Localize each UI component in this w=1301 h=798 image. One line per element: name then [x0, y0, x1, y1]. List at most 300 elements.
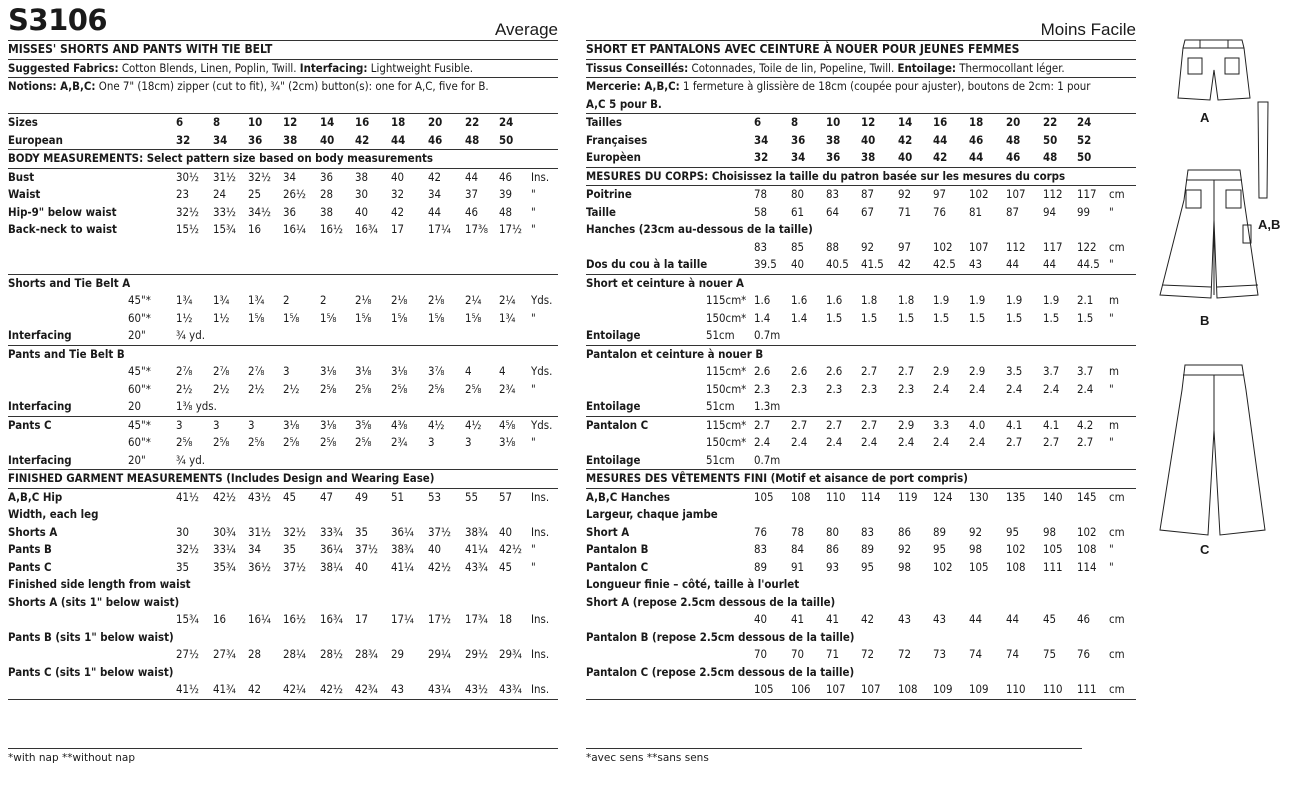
table-cell: 2⅛: [391, 293, 408, 307]
table-cell: 28¼: [283, 647, 306, 661]
table-row: [8, 132, 558, 151]
table-row: [8, 541, 558, 559]
table-cell: 45: [283, 489, 297, 504]
measurement-table: [586, 113, 1136, 700]
table-cell: 70: [791, 647, 805, 661]
table-cell: 107: [1006, 187, 1026, 201]
table-cell: 41¾: [213, 682, 236, 696]
table-cell: 28: [320, 187, 334, 201]
table-cell: 20": [128, 328, 146, 342]
table-cell: 24: [1077, 115, 1092, 129]
measurement-table: [8, 113, 558, 700]
table-cell: 12: [861, 115, 876, 129]
table-cell: m: [1109, 293, 1119, 307]
table-row: [586, 576, 1136, 594]
table-cell: 36: [791, 132, 806, 147]
table-cell: 3.7: [1043, 364, 1060, 378]
table-cell: ": [1109, 435, 1114, 449]
table-cell: 40: [754, 612, 768, 626]
table-cell: 1⅝: [355, 310, 372, 325]
table-cell: 4.1: [1043, 417, 1060, 432]
table-cell: 1.5: [1043, 310, 1060, 325]
table-cell: 2.4: [1077, 381, 1094, 396]
notions-text: One 7" (18cm) zipper (cut to fit), ¾" (2cm) button(s): one for A,C, five for B.: [98, 79, 489, 93]
row-label: Shorts A (sits 1" below waist): [8, 594, 180, 609]
table-cell: 37½: [283, 559, 306, 574]
table-cell: 55: [465, 489, 479, 504]
table-cell: 93: [826, 559, 840, 574]
table-cell: 2⅛: [355, 293, 372, 307]
header: [586, 0, 1136, 41]
table-cell: 6: [754, 115, 762, 129]
table-cell: m: [1109, 417, 1119, 432]
table-cell: 150cm*: [706, 381, 747, 396]
table-row: [8, 150, 558, 169]
table-cell: 42½: [320, 682, 343, 696]
table-cell: 31½: [213, 169, 236, 184]
table-row: [586, 398, 1136, 417]
table-cell: 51cm: [706, 399, 735, 413]
table-cell: 43¼: [428, 682, 451, 696]
table-cell: 1⅝: [283, 310, 300, 325]
table-cell: Ins.: [531, 169, 550, 184]
notions-label: Mercerie: A,B,C:: [586, 79, 680, 93]
table-cell: 32: [391, 187, 405, 201]
table-cell: 58: [754, 204, 768, 219]
table-cell: 43: [969, 257, 983, 271]
row-label: Hanches (23cm au-dessous de la taille): [586, 222, 813, 236]
table-cell: 105: [754, 489, 774, 504]
table-cell: 8: [791, 115, 799, 129]
table-cell: 1.5: [898, 310, 915, 325]
row-label: Pantalon B: [586, 542, 649, 556]
table-cell: 89: [754, 559, 768, 574]
table-cell: 40: [898, 150, 913, 164]
interfacing-text: Thermocollant léger.: [959, 60, 1065, 75]
table-cell: 42: [898, 257, 912, 271]
table-cell: 3⅛: [320, 364, 337, 378]
table-cell: 78: [754, 187, 768, 201]
table-row: [586, 186, 1136, 204]
table-cell: 38: [826, 132, 841, 147]
table-cell: 60"*: [128, 435, 151, 449]
table-cell: 30½: [176, 169, 199, 184]
table-cell: 44.5: [1077, 257, 1100, 271]
table-cell: 49: [355, 489, 369, 504]
table-cell: ¾ yd.: [176, 452, 206, 467]
row-label: Finished side length from waist: [8, 577, 191, 591]
table-cell: 76: [754, 524, 768, 539]
row-label: Pantalon B (repose 2.5cm dessous de la taille): [586, 629, 855, 644]
table-cell: 2.9: [898, 417, 915, 432]
table-cell: 33¼: [213, 542, 236, 556]
table-cell: 39.5: [754, 257, 777, 271]
table-cell: 46: [428, 132, 443, 147]
interfacing-label: Interfacing:: [299, 60, 368, 75]
table-cell: 17½: [428, 612, 451, 626]
table-cell: 119: [898, 489, 918, 504]
technical-drawings: [1140, 30, 1300, 590]
table-cell: 1⅝: [428, 310, 445, 325]
table-cell: ": [531, 542, 536, 556]
table-cell: 41¼: [465, 542, 488, 556]
table-cell: 2.4: [933, 381, 950, 396]
table-cell: 14: [898, 115, 913, 129]
table-cell: 34: [213, 132, 228, 147]
table-cell: 2.4: [1043, 381, 1060, 396]
table-cell: 2.7: [754, 417, 771, 432]
table-cell: 45: [1043, 612, 1057, 626]
table-cell: 95: [1006, 524, 1020, 539]
table-row: [8, 292, 558, 310]
table-cell: Ins.: [531, 682, 550, 696]
row-label: Short et ceinture à nouer A: [586, 275, 744, 290]
table-cell: 108: [1006, 559, 1026, 574]
table-cell: 43½: [465, 682, 488, 696]
table-cell: 83: [826, 187, 840, 201]
table-cell: ": [531, 435, 536, 449]
table-cell: 1⅜ yds.: [176, 399, 217, 413]
footnote: *with nap **without nap: [8, 752, 136, 764]
table-cell: 3⅛: [499, 435, 516, 449]
table-cell: 111: [1077, 682, 1097, 696]
table-row: [586, 681, 1136, 700]
table-row: [8, 363, 558, 381]
table-cell: 34: [754, 132, 769, 147]
table-row: [8, 239, 558, 274]
table-row: [8, 681, 558, 700]
table-cell: 73: [933, 647, 947, 661]
table-cell: 2.3: [754, 381, 771, 396]
table-cell: 34½: [248, 204, 271, 219]
table-cell: 2.4: [969, 381, 986, 396]
table-cell: 122: [1077, 239, 1097, 254]
table-cell: 109: [969, 682, 989, 696]
table-cell: 1.6: [826, 293, 843, 307]
table-cell: 38: [355, 169, 369, 184]
table-cell: 40: [355, 559, 369, 574]
row-label: Shorts and Tie Belt A: [8, 275, 131, 290]
divider: [8, 748, 558, 749]
table-cell: 38: [320, 204, 334, 219]
table-cell: 17: [391, 222, 405, 236]
table-cell: 34: [248, 542, 262, 556]
table-cell: 50: [1077, 150, 1092, 164]
table-cell: 48: [465, 132, 480, 147]
row-label: Françaises: [586, 132, 648, 147]
table-row: [586, 168, 1136, 187]
table-row: [8, 646, 558, 664]
table-cell: 50: [499, 132, 514, 147]
table-cell: 31½: [248, 524, 271, 539]
table-cell: ": [1109, 257, 1114, 271]
view-label-c: C: [1200, 542, 1210, 557]
table-cell: 4½: [465, 417, 482, 432]
table-cell: 2.3: [826, 381, 843, 396]
table-row: [8, 221, 558, 239]
table-cell: 2⅝: [248, 435, 265, 449]
table-cell: 83: [754, 239, 768, 254]
table-cell: 2⅝: [391, 381, 408, 396]
table-cell: 40: [861, 132, 876, 147]
table-cell: 105: [1043, 542, 1063, 556]
table-cell: 38: [283, 132, 298, 147]
row-label: Taille: [586, 204, 616, 219]
table-cell: 29¼: [428, 647, 451, 661]
table-cell: 2⅞: [248, 364, 265, 378]
table-cell: 98: [969, 542, 983, 556]
notions-line: [8, 78, 558, 96]
table-cell: 43: [391, 682, 405, 696]
table-cell: ": [1109, 542, 1114, 556]
row-label: Width, each leg: [8, 507, 99, 521]
table-cell: 1.4: [754, 310, 771, 325]
table-cell: 3: [248, 417, 255, 432]
table-row: [586, 239, 1136, 257]
row-label: Entoilage: [586, 452, 641, 467]
table-cell: 60"*: [128, 381, 151, 396]
table-cell: 42½: [499, 542, 522, 556]
table-cell: Yds.: [531, 417, 553, 432]
table-cell: 2⅛: [428, 293, 445, 307]
table-cell: 97: [933, 187, 947, 201]
row-label: BODY MEASUREMENTS: Select pattern size based on body measurements: [8, 151, 434, 165]
table-cell: 46: [1077, 612, 1091, 626]
row-label: Hip-9" below waist: [8, 204, 117, 219]
table-cell: 42.5: [933, 257, 956, 271]
table-cell: 46: [969, 132, 984, 147]
table-cell: cm: [1109, 682, 1125, 696]
row-label: Short A (repose 2.5cm dessous de la taille): [586, 594, 836, 609]
table-cell: 60"*: [128, 310, 151, 325]
table-cell: 111: [1043, 559, 1063, 574]
table-cell: 2.6: [826, 364, 843, 378]
table-cell: 16: [355, 115, 370, 129]
table-cell: 42: [898, 132, 913, 147]
table-cell: 110: [826, 489, 846, 504]
table-cell: 43¾: [465, 559, 488, 574]
row-label: MESURES DES VÊTEMENTS FINI (Motif et aisance de port compris): [586, 471, 968, 485]
table-cell: 50: [1043, 132, 1058, 147]
table-cell: 112: [1043, 187, 1063, 201]
table-cell: 1.9: [1043, 293, 1060, 307]
table-cell: 51cm: [706, 328, 735, 342]
table-cell: 4.2: [1077, 417, 1094, 432]
table-cell: 18: [391, 115, 406, 129]
table-row: [586, 594, 1136, 612]
pattern-number: S3106: [8, 3, 108, 37]
table-cell: 35: [355, 524, 369, 539]
table-cell: 17¼: [391, 612, 414, 626]
table-cell: 3: [213, 417, 220, 432]
table-cell: 32½: [176, 204, 199, 219]
table-cell: 2.9: [969, 364, 986, 378]
table-cell: 51: [391, 489, 405, 504]
row-label: Short A: [586, 524, 630, 539]
table-cell: 3.3: [933, 417, 950, 432]
row-label: Waist: [8, 187, 41, 201]
table-cell: 2¼: [499, 293, 516, 307]
table-cell: 4½: [428, 417, 445, 432]
table-cell: 86: [898, 524, 912, 539]
table-cell: 2½: [248, 381, 265, 396]
table-row: [586, 559, 1136, 577]
table-row: [8, 559, 558, 577]
table-cell: 28¾: [355, 647, 378, 661]
table-cell: 2.7: [826, 417, 843, 432]
table-row: [586, 310, 1136, 328]
table-cell: 78: [791, 524, 805, 539]
table-cell: 33¾: [320, 524, 343, 539]
table-cell: 48: [1006, 132, 1021, 147]
table-cell: 61: [791, 204, 805, 219]
table-cell: ": [531, 310, 536, 325]
table-cell: 2: [283, 293, 290, 307]
table-row: [586, 470, 1136, 489]
table-cell: 40: [791, 257, 805, 271]
table-cell: 108: [898, 682, 918, 696]
table-cell: 2.9: [933, 364, 950, 378]
table-cell: ": [1109, 204, 1114, 219]
table-row: [586, 417, 1136, 435]
row-label: Pants B: [8, 542, 52, 556]
table-cell: 1.6: [754, 293, 771, 307]
table-cell: 74: [1006, 647, 1020, 661]
table-row: [8, 113, 558, 132]
table-cell: 29: [391, 647, 405, 661]
row-label: A,B,C Hanches: [586, 489, 671, 504]
table-cell: 3: [428, 435, 435, 449]
table-cell: 88: [826, 239, 840, 254]
table-cell: 3.5: [1006, 364, 1023, 378]
table-cell: 45"*: [128, 417, 151, 432]
table-cell: 44: [1006, 257, 1020, 271]
table-cell: 2.4: [969, 435, 986, 449]
table-cell: Ins.: [531, 524, 550, 539]
table-cell: 27½: [176, 647, 199, 661]
row-label: Back-neck to waist: [8, 222, 117, 236]
notions-text: 1 fermeture à glissière de 18cm (coupée pour ajuster), boutons de 2cm: 1 pour: [683, 79, 1091, 93]
fabrics-line: [586, 60, 1136, 79]
table-row: [586, 149, 1136, 168]
interfacing-label: Entoilage:: [897, 60, 957, 75]
table-cell: 106: [791, 682, 811, 696]
table-cell: 16¾: [320, 612, 343, 626]
table-cell: cm: [1109, 647, 1125, 661]
table-row: [8, 489, 558, 507]
table-row: [586, 434, 1136, 452]
table-cell: 3⅝: [355, 417, 372, 432]
table-cell: 42: [355, 132, 370, 147]
table-cell: 16: [933, 115, 948, 129]
row-label: Entoilage: [586, 328, 641, 342]
table-cell: 42½: [213, 489, 236, 504]
table-cell: 2.7: [861, 417, 878, 432]
table-cell: 44: [1043, 257, 1057, 271]
table-cell: 98: [898, 559, 912, 574]
table-cell: 35¾: [213, 559, 236, 574]
table-cell: 2.3: [791, 381, 808, 396]
table-cell: 43½: [248, 489, 271, 504]
table-cell: 2.6: [791, 364, 808, 378]
table-row: [586, 646, 1136, 664]
table-cell: 114: [1077, 559, 1097, 574]
table-cell: 20: [428, 115, 443, 129]
table-cell: 1¾: [499, 310, 516, 325]
table-cell: 30: [355, 187, 369, 201]
table-cell: 89: [861, 542, 875, 556]
table-cell: 85: [791, 239, 805, 254]
table-row: [8, 629, 558, 647]
view-label-a: A: [1200, 110, 1210, 125]
table-cell: ¾ yd.: [176, 328, 206, 342]
table-row: [586, 524, 1136, 542]
table-row: [586, 611, 1136, 629]
notions-line-2: [586, 96, 1136, 114]
row-label: Longueur finie – côté, taille à l'ourlet: [586, 577, 800, 591]
table-cell: 150cm*: [706, 435, 747, 449]
table-cell: 38: [861, 150, 876, 164]
table-cell: 42¼: [283, 682, 306, 696]
table-cell: 34: [428, 187, 442, 201]
table-cell: 40: [499, 524, 513, 539]
table-cell: 0.7m: [754, 328, 781, 342]
table-cell: 20: [128, 399, 142, 413]
table-cell: 36: [283, 204, 297, 219]
table-cell: 2.7: [1077, 435, 1094, 449]
table-cell: cm: [1109, 612, 1125, 626]
table-cell: 37½: [428, 524, 451, 539]
table-cell: 17½: [499, 222, 522, 236]
table-cell: 2.7: [898, 364, 915, 378]
table-cell: cm: [1109, 187, 1125, 201]
table-cell: 2: [320, 293, 327, 307]
table-cell: 4⅝: [499, 417, 516, 432]
table-cell: 2½: [176, 381, 193, 396]
table-row: [8, 381, 558, 399]
interfacing-text: Lightweight Fusible.: [370, 60, 474, 75]
row-label: Europèen: [586, 150, 641, 164]
table-row: [586, 363, 1136, 381]
row-label: Largeur, chaque jambe: [586, 507, 718, 521]
table-cell: 1½: [213, 310, 230, 325]
table-cell: 40: [320, 132, 335, 147]
table-cell: 86: [826, 542, 840, 556]
table-cell: 84: [791, 542, 805, 556]
table-cell: 24: [499, 115, 514, 129]
table-cell: 34: [283, 169, 297, 184]
table-cell: 76: [1077, 647, 1091, 661]
table-cell: 45: [499, 559, 513, 574]
divider: [586, 748, 1082, 749]
table-cell: 44: [969, 612, 983, 626]
table-cell: 29½: [465, 647, 488, 661]
table-cell: 1⅝: [320, 310, 337, 325]
row-label: Pantalon C: [586, 559, 649, 574]
french-column: [586, 0, 1136, 764]
shorts-a-drawing: [1178, 40, 1250, 100]
table-cell: 3⅛: [283, 417, 300, 432]
pants-c-drawing: [1160, 365, 1265, 535]
table-cell: 32½: [248, 169, 271, 184]
table-cell: 32½: [176, 542, 199, 556]
row-label: Interfacing: [8, 328, 72, 342]
table-cell: 1¾: [213, 293, 230, 307]
table-cell: 15¾: [213, 222, 236, 236]
tie-belt-drawing: [1258, 102, 1268, 198]
table-row: [586, 452, 1136, 471]
row-label: Dos du cou à la taille: [586, 257, 708, 271]
